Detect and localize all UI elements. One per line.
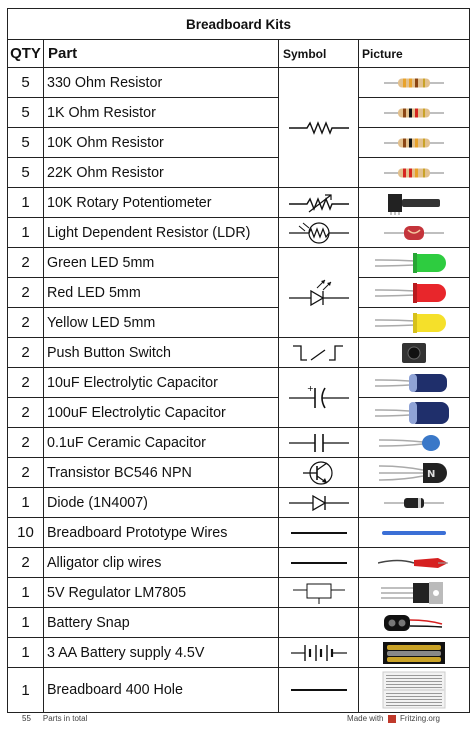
battery-snap-picture-icon	[359, 608, 470, 638]
row-qty: 5	[8, 98, 44, 128]
row-part: 5V Regulator LM7805	[44, 578, 279, 608]
row-qty: 5	[8, 158, 44, 188]
row-part: Yellow LED 5mm	[44, 308, 279, 338]
row-qty: 2	[8, 308, 44, 338]
row-part: Push Button Switch	[44, 338, 279, 368]
breadboard-picture-icon	[359, 668, 470, 713]
table-row	[8, 488, 470, 518]
row-part: Alligator clip wires	[44, 548, 279, 578]
table-row	[8, 578, 470, 608]
table-row	[8, 608, 470, 638]
row-qty: 5	[8, 128, 44, 158]
table-row	[8, 98, 470, 128]
potentiometer-symbol-icon	[279, 188, 359, 218]
svg-text:+: +	[306, 383, 314, 393]
fritzing-link[interactable]: Fritzing.org	[399, 714, 440, 723]
row-qty: 2	[8, 548, 44, 578]
battery-snap-symbol-cell	[279, 608, 359, 638]
ceramic-capacitor-picture-icon	[359, 428, 470, 458]
row-qty: 1	[8, 668, 44, 713]
table-row	[8, 668, 470, 713]
row-part: 0.1uF Ceramic Capacitor	[44, 428, 279, 458]
row-part: 10K Rotary Potentiometer	[44, 188, 279, 218]
row-qty: 5	[8, 68, 44, 98]
row-part: Transistor BC546 NPN	[44, 458, 279, 488]
resistor-picture-icon	[359, 68, 470, 98]
table-row	[8, 218, 470, 248]
table-row	[8, 548, 470, 578]
led-symbol-icon	[279, 248, 359, 338]
electrolytic-capacitor-picture-icon	[359, 398, 470, 428]
wire-symbol-icon	[279, 548, 359, 578]
regulator-symbol-icon	[279, 578, 359, 608]
row-qty: 2	[8, 248, 44, 278]
potentiometer-picture-icon	[359, 188, 470, 218]
parts-count-label: Parts in total	[42, 714, 88, 723]
diode-symbol-icon	[279, 488, 359, 518]
row-qty: 1	[8, 578, 44, 608]
row-part: 330 Ohm Resistor	[44, 68, 279, 98]
table-row	[8, 368, 470, 398]
red-led-picture-icon	[359, 278, 470, 308]
row-part: 10uF Electrolytic Capacitor	[44, 368, 279, 398]
row-part: 22K Ohm Resistor	[44, 158, 279, 188]
electrolytic-capacitor-symbol-icon	[279, 368, 359, 428]
header-part: Part	[44, 40, 279, 68]
row-part: Breadboard Prototype Wires	[44, 518, 279, 548]
resistor-picture-icon	[359, 128, 470, 158]
row-part: Red LED 5mm	[44, 278, 279, 308]
row-qty: 1	[8, 488, 44, 518]
table-row	[8, 68, 470, 98]
row-qty: 2	[8, 428, 44, 458]
parts-table	[7, 8, 470, 713]
table-row	[8, 398, 470, 428]
ldr-picture-icon	[359, 218, 470, 248]
row-part: 1K Ohm Resistor	[44, 98, 279, 128]
row-part: Diode (1N4007)	[44, 488, 279, 518]
row-part: Light Dependent Resistor (LDR)	[44, 218, 279, 248]
row-part: 3 AA Battery supply 4.5V	[44, 638, 279, 668]
svg-text:N: N	[427, 468, 436, 480]
made-with	[347, 714, 440, 723]
row-qty: 1	[8, 638, 44, 668]
row-qty: 10	[8, 518, 44, 548]
row-qty: 2	[8, 398, 44, 428]
row-part: Battery Snap	[44, 608, 279, 638]
push-button-picture-icon	[359, 338, 470, 368]
row-qty: 2	[8, 338, 44, 368]
green-led-picture-icon	[359, 248, 470, 278]
row-part: Green LED 5mm	[44, 248, 279, 278]
row-qty: 2	[8, 368, 44, 398]
table-title: Breadboard Kits	[8, 9, 470, 40]
ldr-symbol-icon	[279, 218, 359, 248]
row-qty: 1	[8, 188, 44, 218]
push-button-symbol-icon	[279, 338, 359, 368]
row-part: 10K Ohm Resistor	[44, 128, 279, 158]
regulator-picture-icon	[359, 578, 470, 608]
electrolytic-capacitor-picture-icon	[359, 368, 470, 398]
header-picture: Picture	[359, 40, 470, 68]
table-row	[8, 518, 470, 548]
row-part: Breadboard 400 Hole	[44, 668, 279, 713]
wire-symbol-icon	[279, 518, 359, 548]
row-part: 100uF Electrolytic Capacitor	[44, 398, 279, 428]
parts-sheet	[7, 8, 469, 713]
resistor-picture-icon	[359, 158, 470, 188]
parts-total	[22, 714, 87, 723]
transistor-picture-icon	[359, 458, 470, 488]
parts-count: 55	[22, 714, 31, 723]
wire-symbol-icon	[279, 668, 359, 713]
resistor-symbol-icon	[279, 68, 359, 188]
jumper-wire-picture-icon	[359, 518, 470, 548]
row-qty: 2	[8, 278, 44, 308]
table-row	[8, 338, 470, 368]
battery-symbol-icon	[279, 638, 359, 668]
row-qty: 1	[8, 218, 44, 248]
transistor-symbol-icon	[279, 458, 359, 488]
table-row	[8, 158, 470, 188]
table-row	[8, 308, 470, 338]
table-row	[8, 428, 470, 458]
resistor-picture-icon	[359, 98, 470, 128]
table-row	[8, 458, 470, 488]
header-row	[8, 40, 470, 68]
header-symbol: Symbol	[279, 40, 359, 68]
row-qty: 2	[8, 458, 44, 488]
yellow-led-picture-icon	[359, 308, 470, 338]
table-row	[8, 278, 470, 308]
alligator-clip-picture-icon	[359, 548, 470, 578]
fritzing-logo-icon	[388, 715, 396, 723]
battery-holder-picture-icon	[359, 638, 470, 668]
diode-picture-icon	[359, 488, 470, 518]
ceramic-capacitor-symbol-icon	[279, 428, 359, 458]
header-qty: QTY	[8, 40, 44, 68]
footer	[0, 712, 474, 730]
row-qty: 1	[8, 608, 44, 638]
table-row	[8, 128, 470, 158]
table-row	[8, 188, 470, 218]
made-with-label: Made with	[347, 714, 384, 723]
table-row	[8, 638, 470, 668]
table-row	[8, 248, 470, 278]
